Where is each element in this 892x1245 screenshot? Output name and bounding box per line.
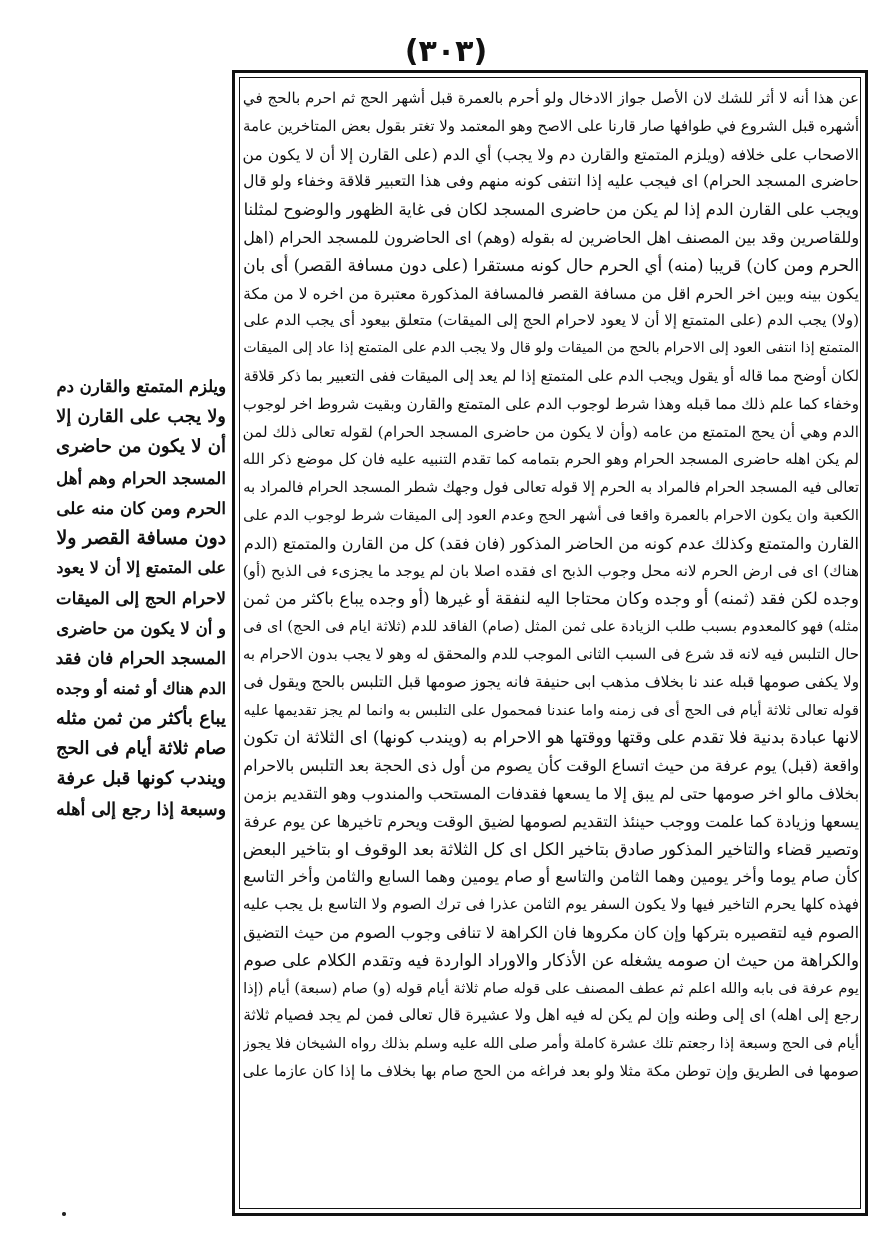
text-line: وتصير قضاء والتاخير المذكور صادق بتاخير الكل اى كل الثلاثة بعد الوقوف او بتاخير البعض xyxy=(243,838,859,859)
text-line: لكان أوضح مما قاله أو يقول ويجب الدم على المتمتع إذا لم يعد إلى الميقات ففى التعبير بما ذكر قلاقة xyxy=(243,367,859,385)
margin-line: ويلزم المتمتع والقارن دم xyxy=(56,377,226,396)
text-line: مثله) فهو كالمعدوم بسبب طلب الزيادة على ثمن المثل (صام) الفاقد للدم (ثلاثة ايام فى الحج) اى فى xyxy=(243,618,859,636)
text-line: الحرم ومن كان) قريبا (منه) أي الحرم حال كونه مستقرا (على دون مسافة القصر) أى بان xyxy=(243,254,859,275)
margin-line: لاحرام الحج إلى الميقات xyxy=(56,588,226,609)
text-line: رجع إلى اهله) اى إلى وطنه وإن لم يكن له فيه اهل ولا عشيرة قال تعالى فمن لم يجد فصيام ثلاثة xyxy=(243,1006,859,1025)
margin-line: المسجد الحرام فان فقد xyxy=(56,648,226,669)
text-line: المتمتع إذا انتفى العود إلى الاحرام بالحج من الميقات ولو قال ولا يجب الدم على المتمتع إذا عاد إلى الميقات xyxy=(243,340,859,357)
speck-mark xyxy=(62,1212,66,1216)
text-line: بخلاف مالو اخر صومها حتى لم يبق إلا ما يسعها فقدفات المستحب والمندوب وهو التقديم بزمن xyxy=(243,783,859,803)
text-line: لانها عبادة بدنية فلا تقدم على وقتها ووقتها هو الاحرام به (ويندب كونها) اى الثلاثة ان تكون xyxy=(243,727,859,748)
text-line: هناك) اى فى ارض الحرم لانه محل وجوب الذبح اى فقده اصلا بان لم يوجد ما يجزىء فى الذبح (أو) xyxy=(243,561,859,580)
text-line: الصوم فيه لتقصيره بتركها وإن كان مكروها فان الكراهة لا تنافى وجوب الصوم من حيث التضيق xyxy=(243,922,859,942)
text-line: فهذه كلها يحرم التاخير فيها ولا يكون السفر يوم الثامن عذرا فى ترك الصوم ولا التاسع بل يجب عليه xyxy=(243,895,859,914)
margin-line: أن لا يكون من حاضرى xyxy=(56,436,226,458)
text-line: وللقاصرين وقد بين المصنف اهل الحاضرين له بقوله (وهم) اى الحاضرون للمسجد الحرام (اهل xyxy=(243,227,859,247)
text-line: واقعة (قبل) يوم عرفة من حيث اتساع الوقت كأن يصوم من أول ذى الحجة بعد التلبس بالاحرام xyxy=(243,756,859,776)
text-line: الاصحاب على خلافه (ويلزم المتمتع والقارن دم ولا يجب) أي الدم (على القارن إلا أن لا يكون من xyxy=(243,144,859,164)
margin-line: الحرم ومن كان منه على xyxy=(56,497,226,518)
text-line: القارن والمتمتع وكذلك عدم كونه من الحاضر المذكور (فان فقد) كل من القارن والمتمتع (الدم xyxy=(243,533,859,553)
margin-line: ولا يجب على القارن إلا xyxy=(56,406,226,428)
text-line: أشهره قبل الشروع في طوافها صار قارنا على الاصح وهو المعتمد ولا تغتر بقول بعض المتاخرين عامة xyxy=(243,116,859,135)
margin-line: الدم هناك أو ثمنه أو وجده xyxy=(56,678,226,698)
margin-line: يباع بأكثر من ثمن مثله xyxy=(56,708,226,730)
text-line: صومها فى الطريق وإن توطن مكة مثلا ولو بعد فراغه من الحج صام بها بخلاف ما إذا كان عازما على xyxy=(243,1061,859,1080)
text-line: لم يكن اهله حاضرى المسجد الحرام وهو الحرم بتمامه كما تقدم التنبيه عليه فان كل موضع ذكر الله xyxy=(243,450,859,469)
text-line: (ولا) يجب الدم (على المتمتع إلا أن لا يعود لاحرام الحج إلى الميقات) متعلق بيعود أى يجب الدم على xyxy=(243,311,859,330)
margin-line: المسجد الحرام وهم أهل xyxy=(56,467,226,488)
margin-line: ويندب كونها قبل عرفة xyxy=(56,768,226,790)
text-line: تعالى فيه المسجد الحرام فالمراد به الحرم إلا قوله تعالى فول وجهك شطر المسجد الحرام فالمراد به xyxy=(243,479,859,497)
text-line: وخفاء كما علم ذلك مما قبله وهذا شرط لوجوب الدم على المتمتع والقارن وبقيت شروط اخر لوجوب xyxy=(243,394,859,413)
margin-line: دون مسافة القصر ولا xyxy=(56,526,226,549)
text-line: أيام فى الحج وسبعة إذا رجعتم تلك عشرة كاملة وأمر صلى الله عليه وسلم بذلك رواه الشيخان فلا يجوز xyxy=(243,1035,859,1053)
text-line: والكراهة من حيث ان صومه يشغله عن الأذكار والاوراد الواردة فيه وتقدم الكلام على صوم xyxy=(243,949,859,970)
text-line: يسعها وزيادة كما علمت ووجب حينئذ التقديم لصومها لضيق الوقت ويحرم تاخيرها عن يوم عرفة xyxy=(243,811,859,831)
text-line: كأن صام يوما وأخر يومين وهما الثامن والتاسع أو صام يومين وهما السابع والثامن وأخر التاسع xyxy=(243,867,859,887)
margin-commentary xyxy=(56,372,226,825)
text-line: قوله تعالى ثلاثة أيام فى الحج أى فى زمنه واما عندنا فمحمول على التلبس به وانما لم يجز تقديمها عليه xyxy=(243,701,859,719)
text-line: وجده لكن فقد (ثمنه) أو وجده وكان محتاجا اليه لنفقة أو غيرها (أو وجده يباع باكثر من ثمن xyxy=(243,589,859,609)
margin-line: و أن لا يكون من حاضرى xyxy=(56,618,226,638)
text-line: ويجب على القارن الدم إذا لم يكن من حاضرى المسجد لكان فى غاية الظهور والوضوح لمثلنا xyxy=(243,200,859,220)
text-line: ولا يكفى صومها قبله عند نا بخلاف مذهب ابى حنيفة فانه يجوز صومها قبل التلبس بالحج ويقول فى xyxy=(243,672,859,691)
text-line: يوم عرفة فى بابه والله اعلم ثم عطف المصنف على قوله صام ثلاثة أيام قوله (و) صام (سبعة) أيام (إذا xyxy=(243,979,859,997)
text-line: عن هذا أنه لا أثر للشك لان الأصل جواز الادخال ولو أحرم بالعمرة قبل أشهر الحج ثم احرم بالحج في xyxy=(243,89,859,107)
margin-line: على المتمتع إلا أن لا يعود xyxy=(56,558,226,578)
text-line: الكعبة وان يكون الاحرام بالعمرة واقعا فى أشهر الحج وعدم العود إلى الميقات شرط لوجوب الدم على xyxy=(243,506,859,524)
text-line: يكون بينه وبين اخر الحرم اقل من مسافة القصر فالمسافة المذكورة معتبرة من اخره لا من مكة xyxy=(243,283,859,303)
text-line: حاضرى المسجد الحرام) اى فيجب عليه إذا انتفى كونه منهم وفى هذا التعبير قلاقة وخفاء ولو قال xyxy=(243,172,859,191)
margin-line: صام ثلاثة أيام فى الحج xyxy=(56,738,226,760)
text-line: الدم وهي أن يحج المتمتع من عامه (وأن لا يكون من حاضرى المسجد الحرام) لقوله تعالى ذلك لمن xyxy=(243,422,859,441)
page-number: (٣٠٣) xyxy=(404,34,488,69)
main-text-body xyxy=(243,85,859,1207)
main-text-frame xyxy=(232,70,868,1216)
margin-line: وسبعة إذا رجع إلى أهله xyxy=(56,799,226,820)
text-line: حال التلبس فيه لانه قد شرع فى السبب الثانى الموجب للدم والمحقق له وهو لا يجب بدون الاحرام به xyxy=(243,644,859,663)
